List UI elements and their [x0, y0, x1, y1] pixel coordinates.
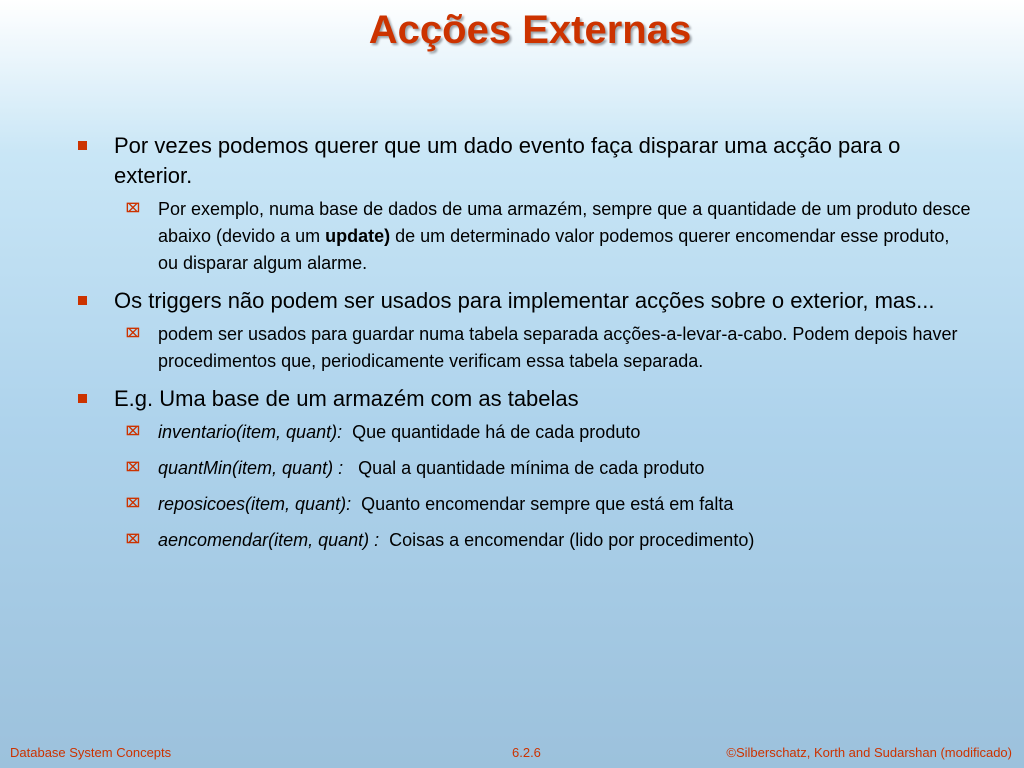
- bullet-text: Os triggers não podem ser usados para implementar acções sobre o exterior, mas...: [114, 288, 935, 313]
- sub-bullet-text: Por exemplo, numa base de dados de uma armazém, sempre que a quantidade de um produto desce abaixo (devido a um: [158, 199, 971, 246]
- slide-title: Acções Externas: [368, 8, 692, 52]
- boxed-cross-bullet-icon: ⌧: [126, 532, 140, 546]
- table-description: Que quantidade há de cada produto: [352, 422, 641, 442]
- table-signature: inventario(item, quant):: [158, 422, 343, 442]
- table-definition: [74, 419, 974, 446]
- table-signature: aencomendar(item, quant) :: [158, 530, 380, 550]
- sub-bullet-text: podem ser usados para guardar numa tabela separada acções-a-levar-a-cabo. Podem depois haver procedimentos que, periodicamente verificam essa tabela separada.: [158, 324, 958, 371]
- footer-course-title: Database System Concepts: [10, 745, 172, 760]
- boxed-cross-bullet-icon: ⌧: [126, 424, 140, 438]
- bullet-item: [74, 131, 974, 191]
- boxed-cross-bullet-icon: ⌧: [126, 201, 140, 215]
- boxed-cross-bullet-icon: ⌧: [126, 460, 140, 474]
- table-description: Qual a quantidade mínima de cada produto: [358, 458, 705, 478]
- sub-bullet-item: [74, 321, 974, 375]
- table-definition: [74, 527, 974, 554]
- table-description: Quanto encomendar sempre que está em falta: [361, 494, 734, 514]
- square-bullet-icon: [78, 296, 87, 305]
- square-bullet-icon: [78, 394, 87, 403]
- keyword-update: update): [325, 226, 391, 246]
- table-signature: reposicoes(item, quant):: [158, 494, 352, 514]
- bullet-item: [74, 286, 974, 316]
- footer-copyright: ©Silberschatz, Korth and Sudarshan (modificado): [726, 745, 1012, 760]
- footer-slide-number: 6.2.6: [512, 745, 541, 760]
- bullet-item: [74, 384, 974, 414]
- slide-content: [74, 131, 974, 563]
- boxed-cross-bullet-icon: ⌧: [126, 326, 140, 340]
- bullet-text: E.g. Uma base de um armazém com as tabelas: [114, 386, 579, 411]
- boxed-cross-bullet-icon: ⌧: [126, 496, 140, 510]
- sub-bullet-item: [74, 196, 974, 277]
- table-definition: [74, 455, 974, 482]
- sub-bullet-text: de um determinado valor podemos querer encomendar esse produto, ou disparar algum alarme.: [158, 226, 950, 273]
- bullet-text: Por vezes podemos querer que um dado evento faça disparar uma acção para o exterior.: [114, 133, 901, 188]
- table-signature: quantMin(item, quant) :: [158, 458, 344, 478]
- table-definition: [74, 491, 974, 518]
- square-bullet-icon: [78, 141, 87, 150]
- table-description: Coisas a encomendar (lido por procedimento): [389, 530, 755, 550]
